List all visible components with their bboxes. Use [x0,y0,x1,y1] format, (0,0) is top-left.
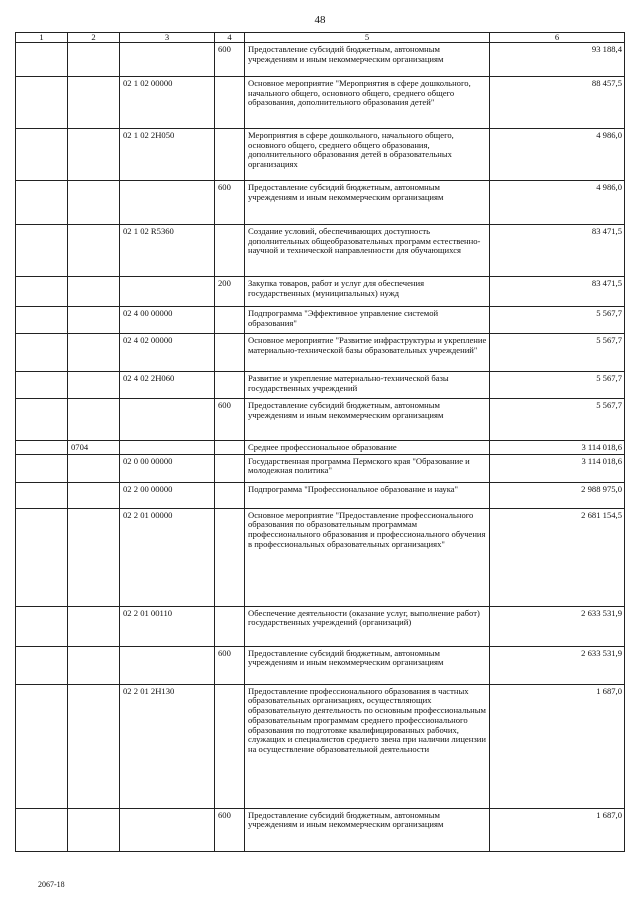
table-cell-c6: 93 188,4 [490,43,625,77]
table-cell-c2 [68,684,120,808]
table-row [16,454,625,482]
table-cell-c5: Основное мероприятие "Предоставление профессионального образования по образовательным программам профессионального образования и профессионального обучения в профессиональных образовательных организациях" [245,508,490,606]
table-row [16,334,625,372]
table-cell-c1 [16,606,68,646]
table-row [16,129,625,181]
table-cell-c3: 02 4 02 00000 [120,334,215,372]
table-cell-c4: 600 [215,646,245,684]
column-header: 4 [215,33,245,43]
table-cell-c2 [68,482,120,508]
table-cell-c2 [68,307,120,334]
table-cell-c1 [16,508,68,606]
table-cell-c2 [68,181,120,225]
table-cell-c4 [215,372,245,399]
table-cell-c6: 5 567,7 [490,334,625,372]
table-cell-c1 [16,399,68,441]
table-cell-c3: 02 2 01 2Н130 [120,684,215,808]
column-header: 3 [120,33,215,43]
table-cell-c6: 88 457,5 [490,77,625,129]
table-cell-c3 [120,441,215,455]
table-cell-c6: 1 687,0 [490,808,625,851]
table-cell-c2 [68,399,120,441]
table-cell-c6: 2 681 154,5 [490,508,625,606]
table-cell-c3 [120,43,215,77]
table-cell-c4: 200 [215,277,245,307]
table-cell-c5: Предоставление субсидий бюджетным, автономным учреждениям и иным некоммерческим организациям [245,43,490,77]
table-cell-c5: Подпрограмма "Профессиональное образование и наука" [245,482,490,508]
table-cell-c5: Основное мероприятие "Развитие инфраструктуры и укрепление материально-технической базы образовательных учреждений" [245,334,490,372]
table-row [16,372,625,399]
page-number: 48 [314,14,326,26]
table-row [16,181,625,225]
table-cell-c6: 5 567,7 [490,399,625,441]
table-cell-c6: 3 114 018,6 [490,441,625,455]
table-cell-c5: Предоставление субсидий бюджетным, автономным учреждениям и иным некоммерческим организациям [245,808,490,851]
table-row [16,441,625,455]
table-cell-c2 [68,508,120,606]
table-cell-c6: 4 986,0 [490,181,625,225]
table-cell-c5: Предоставление субсидий бюджетным, автономным учреждениям и иным некоммерческим организациям [245,181,490,225]
table-cell-c3: 02 4 00 00000 [120,307,215,334]
table-cell-c3: 02 2 01 00000 [120,508,215,606]
table-cell-c5: Основное мероприятие "Мероприятия в сфере дошкольного, начального общего, основного общего, среднего общего образования, дополнительного образования детей" [245,77,490,129]
table-cell-c4: 600 [215,181,245,225]
table-row [16,43,625,77]
table-cell-c1 [16,43,68,77]
table-cell-c3 [120,808,215,851]
table-cell-c2: 0704 [68,441,120,455]
table-cell-c1 [16,181,68,225]
table-row [16,399,625,441]
table-cell-c3 [120,181,215,225]
column-header: 5 [245,33,490,43]
table-cell-c5: Развитие и укрепление материально-технической базы государственных учреждений [245,372,490,399]
table-cell-c6: 3 114 018,6 [490,454,625,482]
table-cell-c1 [16,307,68,334]
table-cell-c4 [215,482,245,508]
table-cell-c4 [215,334,245,372]
table-cell-c1 [16,441,68,455]
table-cell-c5: Предоставление субсидий бюджетным, автономным учреждениям и иным некоммерческим организациям [245,399,490,441]
column-header: 2 [68,33,120,43]
table-cell-c3: 02 1 02 2Н050 [120,129,215,181]
table-body [16,43,625,852]
table-cell-c4 [215,606,245,646]
table-cell-c6: 83 471,5 [490,225,625,277]
table-cell-c4 [215,129,245,181]
table-cell-c2 [68,277,120,307]
table-cell-c1 [16,646,68,684]
table-cell-c6: 4 986,0 [490,129,625,181]
table-cell-c2 [68,808,120,851]
table-cell-c4 [215,441,245,455]
table-cell-c3: 02 2 00 00000 [120,482,215,508]
table-row [16,307,625,334]
table-cell-c1 [16,684,68,808]
table-row [16,606,625,646]
table-row [16,482,625,508]
table-cell-c2 [68,334,120,372]
table-cell-c1 [16,334,68,372]
table-header-row [16,33,625,43]
table-cell-c6: 2 988 975,0 [490,482,625,508]
table-row [16,508,625,606]
table-cell-c2 [68,225,120,277]
table-cell-c5: Подпрограмма "Эффективное управление системой образования" [245,307,490,334]
table-cell-c1 [16,225,68,277]
table-cell-c5: Мероприятия в сфере дошкольного, начального общего, основного общего, среднего общего образования, дополнительного образования детей в образовательных организациях [245,129,490,181]
table-cell-c4 [215,77,245,129]
table-cell-c4: 600 [215,808,245,851]
footer-code: 2067-18 [38,880,65,889]
table-cell-c3: 02 2 01 00110 [120,606,215,646]
table-cell-c6: 5 567,7 [490,372,625,399]
table-cell-c2 [68,646,120,684]
table-cell-c3 [120,399,215,441]
table-cell-c1 [16,482,68,508]
table-cell-c3: 02 0 00 00000 [120,454,215,482]
table-cell-c3 [120,277,215,307]
table-cell-c1 [16,808,68,851]
table-cell-c5: Среднее профессиональное образование [245,441,490,455]
table-cell-c2 [68,77,120,129]
table-cell-c6: 1 687,0 [490,684,625,808]
table-cell-c6: 5 567,7 [490,307,625,334]
table-row [16,277,625,307]
table-cell-c1 [16,372,68,399]
table-cell-c4 [215,454,245,482]
table-cell-c5: Закупка товаров, работ и услуг для обеспечения государственных (муниципальных) нужд [245,277,490,307]
table-cell-c2 [68,606,120,646]
table-cell-c4 [215,225,245,277]
table-cell-c1 [16,129,68,181]
table-cell-c5: Предоставление профессионального образования в частных образовательных организациях, осуществляющих образовательную деятельность по основным профессиональным образовательным программам среднего профессионального образования по подготовке квалифицированных рабочих, служащих и специалистов среднего звена при наличии лицензии на осуществление образовательной деятельности [245,684,490,808]
table-row [16,225,625,277]
column-header: 6 [490,33,625,43]
table-cell-c5: Предоставление субсидий бюджетным, автономным учреждениям и иным некоммерческим организациям [245,646,490,684]
table-cell-c5: Государственная программа Пермского края "Образование и молодежная политика" [245,454,490,482]
table-cell-c2 [68,372,120,399]
table-cell-c6: 2 633 531,9 [490,646,625,684]
table-cell-c3 [120,646,215,684]
table-cell-c3: 02 1 02 00000 [120,77,215,129]
table-cell-c1 [16,454,68,482]
table-row [16,646,625,684]
table-cell-c5: Обеспечение деятельности (оказание услуг, выполнение работ) государственных учреждений (организаций) [245,606,490,646]
table-cell-c4 [215,684,245,808]
table-cell-c4: 600 [215,43,245,77]
table-cell-c2 [68,129,120,181]
table-cell-c5: Создание условий, обеспечивающих доступность дополнительных общеобразовательных программ естественно-научной и технической направленности для обучающихся [245,225,490,277]
table-cell-c2 [68,454,120,482]
table-cell-c1 [16,277,68,307]
table-row [16,808,625,851]
table-cell-c1 [16,77,68,129]
column-header: 1 [16,33,68,43]
budget-table [15,32,625,852]
table-row [16,684,625,808]
table-cell-c6: 83 471,5 [490,277,625,307]
table-row [16,77,625,129]
table-cell-c4 [215,508,245,606]
table-cell-c4 [215,307,245,334]
table-cell-c6: 2 633 531,9 [490,606,625,646]
table-cell-c2 [68,43,120,77]
table-cell-c3: 02 1 02 R5360 [120,225,215,277]
table-cell-c4: 600 [215,399,245,441]
table-cell-c3: 02 4 02 2Н060 [120,372,215,399]
